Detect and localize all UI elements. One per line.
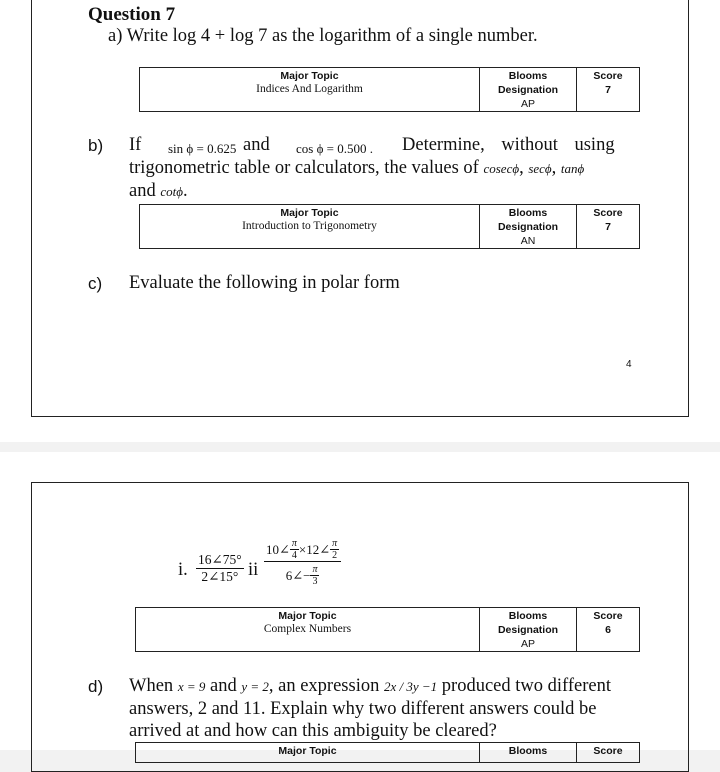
question-d-line1 [129,676,611,697]
question-d-line3: arrived at and how can this ambiguity be cleared? [129,721,497,741]
rubric-score: 7 [605,84,611,96]
rubric-blooms-value: AP [520,638,535,650]
comma: , [519,158,524,178]
question-b-line2 [129,158,584,179]
rubric-table-a [139,67,640,112]
rubric-score: 7 [605,221,611,233]
question-d-when: When [129,676,174,696]
y-value: y = 2 [241,679,269,694]
rubric-topic-label: Major Topic [280,207,339,219]
x-value: x = 9 [177,679,206,694]
comma: , [551,158,557,178]
page-2 [0,452,720,757]
rubric-topic-label: Major Topic [280,70,339,82]
rubric-topic-label: Major Topic [278,745,337,757]
page-number: 4 [626,359,632,370]
rubric-designation-label: Designation [497,84,559,96]
question-b-line3 [129,181,188,202]
pi-symbol: π [312,564,318,575]
question-b-label: b) [88,136,104,155]
sec-symbol: secϕ [528,161,552,176]
question-d-expression-label: , an expression [268,676,380,696]
pi-symbol: π [332,538,338,549]
period: . [182,181,188,201]
rubric-blooms-label: Blooms [508,745,548,757]
rubric-topic: Indices And Logarithm [256,83,363,95]
frac-denominator: 3 [312,576,318,587]
cosec-symbol: cosecϕ [483,161,520,176]
item-ii-num-part-b: ×12∠ [298,541,331,557]
question-b-if: If [129,135,142,155]
rubric-table-b [139,204,640,249]
question-b-and: and [243,135,270,155]
question-d-produced: produced two different [441,676,611,696]
rubric-blooms-value: AP [520,98,535,110]
question-a-text: a) Write log 4 + log 7 as the logarithm of a single number. [108,26,538,46]
rubric-score-label: Score [593,70,623,82]
rubric-blooms-label: Blooms [508,207,548,219]
question-d-and: and [209,676,237,696]
rubric-score-label: Score [593,610,623,622]
frac-denominator: 4 [291,550,297,561]
rubric-score-label: Score [593,745,623,757]
rubric-blooms-value: AN [520,235,536,247]
cos-value: cos ϕ = 0.500 . [296,141,374,156]
rubric-score: 6 [605,624,611,636]
rubric-table-c [135,607,640,652]
expression: 2x / 3y −1 [383,679,438,694]
rubric-table-d [135,742,640,763]
item-ii-label: ii [248,560,259,580]
item-ii-num-part-a: 10∠ [266,541,290,557]
question-c-label: c) [88,274,103,293]
rubric-topic: Complex Numbers [263,623,352,635]
item-ii-fraction [264,538,341,587]
rubric-designation-label: Designation [497,221,559,233]
question-b-rest: Determine, without using [402,135,615,155]
question-d-line2: answers, 2 and 11. Explain why two different answers could be [129,699,597,719]
item-i-numerator: 16∠75° [198,552,242,567]
rubric-topic: Introduction to Trigonometry [242,220,377,232]
rubric-designation-label: Designation [497,624,559,636]
item-i-label: i. [178,560,188,580]
rubric-blooms-label: Blooms [508,70,548,82]
pi-symbol: π [291,538,297,549]
item-i-denominator: 2∠15° [201,569,239,584]
tan-symbol: tanϕ [560,161,585,176]
cot-symbol: cotϕ [160,184,183,199]
frac-denominator: 2 [332,550,338,561]
question-title: Question 7 [88,4,176,25]
rubric-blooms-label: Blooms [508,610,548,622]
sin-value: sin ϕ = 0.625 [168,141,237,156]
question-c-text: Evaluate the following in polar form [129,273,400,293]
item-i-fraction [196,552,244,585]
item-ii-den-part-a: 6∠− [285,567,311,583]
rubric-score-label: Score [593,207,623,219]
question-b-line2-text: trigonometric table or calculators, the values of [129,158,479,178]
question-b-line3-and: and [129,181,156,201]
question-d-label: d) [88,677,104,696]
rubric-topic-label: Major Topic [278,610,337,622]
